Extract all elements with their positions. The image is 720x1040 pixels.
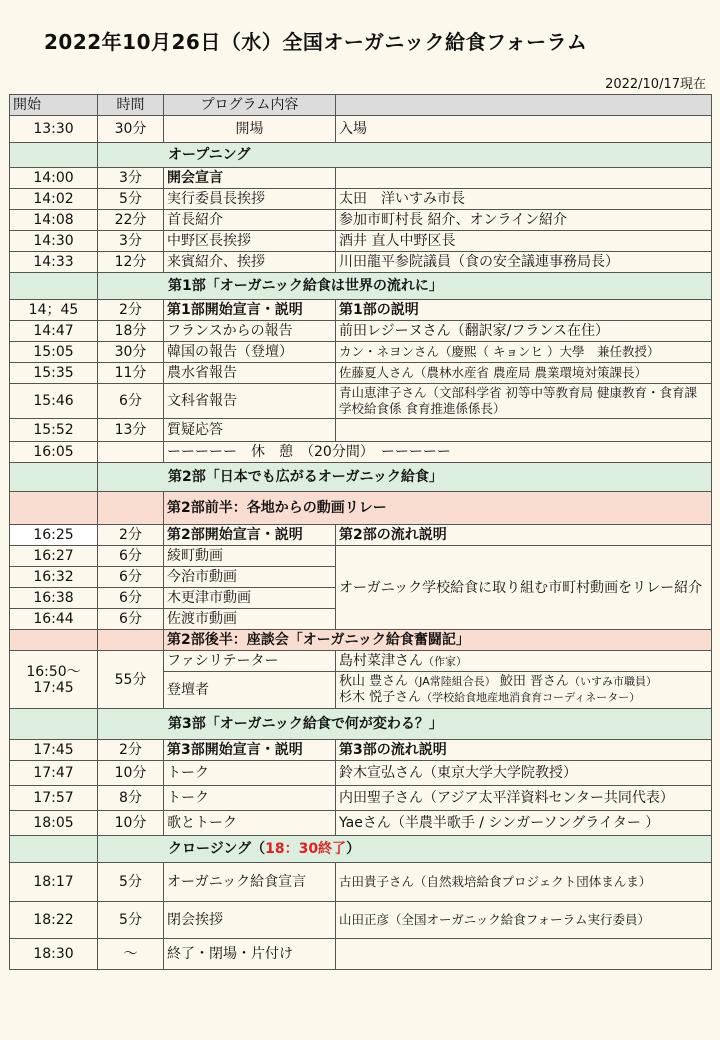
detail-cell: 参加市町村長 紹介、オンライン紹介 — [336, 210, 712, 231]
program-cell: 韓国の報告（登壇） — [164, 342, 336, 363]
time-cell: 16:38 — [10, 588, 98, 609]
program-cell: 開場 — [164, 116, 336, 143]
table-row — [10, 116, 712, 143]
program-cell: 中野区長挨拶 — [164, 231, 336, 252]
detail-cell: カン・ネヨンさん（慶熙（ キョンヒ ）大學 兼任教授） — [336, 342, 712, 363]
duration-cell: 30分 — [98, 116, 164, 143]
detail-cell: 鈴木宣弘さん（東京大学大学院教授） — [336, 761, 712, 786]
duration-cell: 5分 — [98, 189, 164, 210]
time-cell: 17:45 — [10, 740, 98, 761]
table-row — [10, 419, 712, 442]
duration-cell: 5分 — [98, 902, 164, 939]
table-row — [10, 761, 712, 786]
table-row — [10, 786, 712, 811]
header-detail — [336, 95, 712, 116]
table-row — [10, 363, 712, 384]
detail-cell — [336, 419, 712, 442]
time-cell: 16:44 — [10, 609, 98, 630]
time-cell: 16:05 — [10, 442, 98, 463]
detail-cell: 酒井 直人中野区長 — [336, 231, 712, 252]
detail-cell: Yaeさん（半農半歌手 / シンガーソングライター ） — [336, 811, 712, 836]
time-cell: 14:30 — [10, 231, 98, 252]
duration-cell: 8分 — [98, 786, 164, 811]
time-cell: 15:05 — [10, 342, 98, 363]
program-cell: 首長紹介 — [164, 210, 336, 231]
duration-cell: 10分 — [98, 761, 164, 786]
time-cell: 16:27 — [10, 546, 98, 567]
section-title: クロージング（18：30終了） — [98, 836, 712, 863]
as-of-date: 2022/10/17現在 — [605, 77, 706, 92]
time-cell: 14:00 — [10, 168, 98, 189]
program-cell: 第2部開始宣言・説明 — [164, 525, 336, 546]
table-row — [10, 525, 712, 546]
program-cell: 第1部開始宣言・説明 — [164, 300, 336, 321]
table-row — [10, 863, 712, 902]
detail-cell — [336, 168, 712, 189]
program-cell: トーク — [164, 761, 336, 786]
time-cell: 18:30 — [10, 939, 98, 970]
time-cell: 18:17 — [10, 863, 98, 902]
duration-cell: 11分 — [98, 363, 164, 384]
time-cell: 14；45 — [10, 300, 98, 321]
section-row — [10, 463, 712, 492]
detail-cell: 古田貴子さん（自然栽培給食プロジェクト団体まんま） — [336, 863, 712, 902]
time-cell: 14:33 — [10, 252, 98, 273]
time-cell: 13:30 — [10, 116, 98, 143]
program-cell: 来賓紹介、挨拶 — [164, 252, 336, 273]
section-title: 第3部「オーガニック給食で何が変わる？」 — [98, 709, 712, 740]
time-cell: 14:02 — [10, 189, 98, 210]
detail-cell: 太田 洋いすみ市長 — [336, 189, 712, 210]
detail-cell: オーガニック学校給食に取り組む市町村動画をリレー紹介 — [336, 546, 712, 630]
page-title: 2022年10月26日（水）全国オーガニック給食フォーラム — [44, 30, 588, 54]
duration-cell: 6分 — [98, 567, 164, 588]
program-cell: 今治市動画 — [164, 567, 336, 588]
end-time-highlight: 18：30終了 — [265, 841, 347, 857]
duration-cell: 2分 — [98, 525, 164, 546]
duration-cell: 13分 — [98, 419, 164, 442]
program-cell: 実行委員長挨拶 — [164, 189, 336, 210]
time-cell: 14:08 — [10, 210, 98, 231]
program-cell: 佐渡市動画 — [164, 609, 336, 630]
table-row — [10, 546, 712, 567]
table-row — [10, 939, 712, 970]
duration-cell: 6分 — [98, 384, 164, 419]
duration-cell: 55分 — [98, 651, 164, 709]
program-cell: 閉会挨拶 — [164, 902, 336, 939]
section-row — [10, 143, 712, 168]
detail-cell — [336, 651, 712, 672]
table-row — [10, 300, 712, 321]
speaker-name: 杉木 悦子さん — [339, 690, 422, 705]
detail-cell: 第1部の説明 — [336, 300, 712, 321]
program-cell: オーガニック給食宣言 — [164, 863, 336, 902]
detail-cell: 前田レジーヌさん（翻訳家/フランス在住） — [336, 321, 712, 342]
speaker-name: 秋山 豊さん — [339, 674, 409, 689]
table-row — [10, 168, 712, 189]
time-cell: 15:35 — [10, 363, 98, 384]
time-cell: 16:50～17:45 — [10, 651, 98, 709]
duration-cell: 6分 — [98, 609, 164, 630]
duration-cell: 3分 — [98, 168, 164, 189]
speaker-note: （学校給食地産地消食育コーディネーター） — [421, 691, 641, 704]
section-row — [10, 273, 712, 300]
duration-cell: 12分 — [98, 252, 164, 273]
header-start: 開始 — [10, 95, 98, 116]
section-row — [10, 836, 712, 863]
table-row — [10, 252, 712, 273]
program-cell: 開会宣言 — [164, 168, 336, 189]
panel-row — [10, 651, 712, 672]
detail-cell — [336, 939, 712, 970]
section-title: 第1部「オーガニック給食は世界の流れに」 — [98, 273, 712, 300]
detail-cell — [336, 672, 712, 709]
table-row — [10, 811, 712, 836]
facilitator-note: （作家） — [423, 654, 467, 668]
detail-cell: 第2部の流れ説明 — [336, 525, 712, 546]
subsection-title: 第2部前半：各地からの動画リレー — [164, 492, 712, 525]
duration-cell: 6分 — [98, 588, 164, 609]
program-cell: 綾町動画 — [164, 546, 336, 567]
subsection-title: 第2部後半：座談会「オーガニック給食奮闘記」 — [164, 630, 712, 651]
duration-cell: 2分 — [98, 300, 164, 321]
program-cell: ファシリテーター — [164, 651, 336, 672]
program-table — [9, 94, 712, 970]
time-cell: 17:47 — [10, 761, 98, 786]
table-row — [10, 740, 712, 761]
duration-cell: 22分 — [98, 210, 164, 231]
detail-cell: 内田聖子さん（アジア太平洋資料センター共同代表） — [336, 786, 712, 811]
table-row — [10, 189, 712, 210]
program-cell: フランスからの報告 — [164, 321, 336, 342]
detail-cell: 山田正彦（全国オーガニック給食フォーラム実行委員） — [336, 902, 712, 939]
time-cell: 18:22 — [10, 902, 98, 939]
detail-cell: 入場 — [336, 116, 712, 143]
program-cell: 終了・閉場・片付け — [164, 939, 336, 970]
table-row — [10, 210, 712, 231]
speaker-name: 鮫田 晋さん — [499, 674, 569, 689]
program-cell: 文科省報告 — [164, 384, 336, 419]
detail-cell: 川田龍平参院議員（食の安全議連事務局長） — [336, 252, 712, 273]
detail-cell: 佐藤夏人さん（農林水産省 農産局 農業環境対策課長） — [336, 363, 712, 384]
program-cell: 木更津市動画 — [164, 588, 336, 609]
program-cell: 農水省報告 — [164, 363, 336, 384]
time-cell: 15:46 — [10, 384, 98, 419]
program-cell: 質疑応答 — [164, 419, 336, 442]
duration-cell: 18分 — [98, 321, 164, 342]
table-row — [10, 342, 712, 363]
table-row — [10, 384, 712, 419]
speaker-note: （いすみ市職員） — [569, 675, 657, 688]
header-row — [10, 95, 712, 116]
duration-cell: 5分 — [98, 863, 164, 902]
program-cell: トーク — [164, 786, 336, 811]
duration-cell: ～ — [98, 939, 164, 970]
program-cell: 歌とトーク — [164, 811, 336, 836]
table-row — [10, 231, 712, 252]
duration-cell: 3分 — [98, 231, 164, 252]
table-row — [10, 902, 712, 939]
duration-cell: 10分 — [98, 811, 164, 836]
program-cell: 第3部開始宣言・説明 — [164, 740, 336, 761]
subsection-row — [10, 630, 712, 651]
section-row — [10, 709, 712, 740]
detail-cell: 青山恵津子さん（文部科学省 初等中等教育局 健康教育・食育課 学校給食係 食育推進係係長） — [336, 384, 712, 419]
facilitator-name: 島村菜津さん — [339, 652, 423, 669]
table-row — [10, 321, 712, 342]
section-title: 第2部「日本でも広がるオーガニック給食」 — [98, 463, 712, 492]
time-cell: 15:52 — [10, 419, 98, 442]
time-cell: 16:25 — [10, 525, 98, 546]
duration-cell: 6分 — [98, 546, 164, 567]
break-row — [10, 442, 712, 463]
time-cell: 18:05 — [10, 811, 98, 836]
duration-cell: 30分 — [98, 342, 164, 363]
speaker-note: （JA常陸組合長） — [408, 675, 496, 688]
section-title: オープニング — [98, 143, 712, 168]
time-cell: 16:32 — [10, 567, 98, 588]
break-text: ーーーーー 休 憩 （20分間） ーーーーー — [164, 442, 712, 463]
subsection-row — [10, 492, 712, 525]
header-duration: 時間 — [98, 95, 164, 116]
detail-cell: 第3部の流れ説明 — [336, 740, 712, 761]
time-cell: 17:57 — [10, 786, 98, 811]
header-program: プログラム内容 — [164, 95, 336, 116]
program-cell: 登壇者 — [164, 672, 336, 709]
time-cell: 14:47 — [10, 321, 98, 342]
duration-cell: 2分 — [98, 740, 164, 761]
